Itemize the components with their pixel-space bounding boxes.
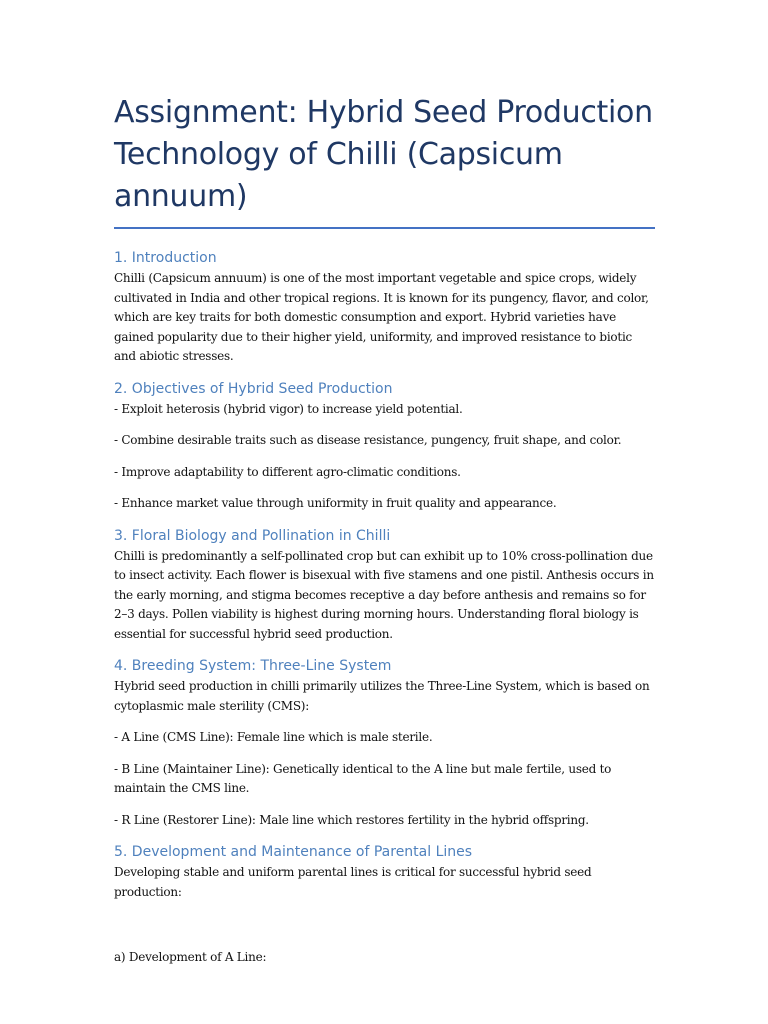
line-item-r: - R Line (Restorer Line): Male line which restores fertility in the hybrid offspring.	[114, 812, 589, 827]
document-title: Assignment: Hybrid Seed Production Technology of Chilli (Capsicum annuum)	[114, 95, 653, 214]
paragraph-breeding-system: Hybrid seed production in chilli primarily utilizes the Three-Line System, which is based on cytoplasmic male sterility (CMS):	[114, 679, 650, 713]
paragraph-introduction: Chilli (Capsicum annuum) is one of the most important vegetable and spice crops, widely cultivated in India and other tropical regions. It is known for its pungency, flavor, and color, which are key traits for both domestic consumption and export. Hybrid varieties have gained popularity due to their higher yield, uniformity, and improved resistance to biotic and abiotic stresses.	[114, 271, 649, 363]
objective-item: - Combine desirable traits such as disease resistance, pungency, fruit shape, and color.	[114, 433, 622, 447]
title-underline	[114, 227, 655, 229]
line-item-a: - A Line (CMS Line): Female line which is male sterile.	[114, 730, 433, 744]
section-heading-floral-biology: 3. Floral Biology and Pollination in Chilli	[114, 527, 391, 544]
objective-item: - Improve adaptability to different agro-climatic conditions.	[114, 464, 461, 479]
section-heading-breeding-system: 4. Breeding System: Three-Line System	[114, 658, 392, 674]
paragraph-floral-biology: Chilli is predominantly a self-pollinated crop but can exhibit up to 10% cross-pollination due to insect activity. Each flower is bisexual with five stamens and one pistil. Anthesis occurs in the early morning, and stigma becomes receptive a day before anthesis and remains so for 2–3 days. Pollen viability is highest during morning hours. Understanding floral biology is essential for successful hybrid seed production.	[114, 548, 654, 641]
line-item-b: - B Line (Maintainer Line): Genetically identical to the A line but male fertile, used to maintain the CMS line.	[114, 761, 612, 795]
objective-item: - Enhance market value through uniformity in fruit quality and appearance.	[114, 496, 557, 510]
section-heading-objectives: 2. Objectives of Hybrid Seed Production	[114, 380, 393, 397]
section-heading-introduction: 1. Introduction	[114, 250, 217, 266]
subheading-a-line: a) Development of A Line:	[114, 950, 267, 964]
objective-item: - Exploit heterosis (hybrid vigor) to increase yield potential.	[114, 401, 463, 416]
paragraph-parental-lines: Developing stable and uniform parental lines is critical for successful hybrid seed production:	[114, 865, 592, 899]
section-heading-parental-lines: 5. Development and Maintenance of Parental Lines	[114, 844, 473, 860]
